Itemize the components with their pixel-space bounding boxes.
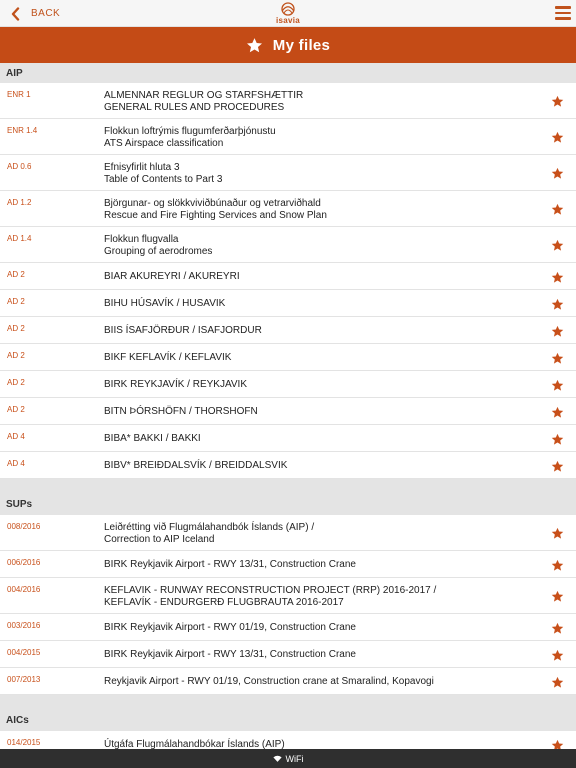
file-row[interactable] bbox=[0, 398, 576, 425]
file-row[interactable] bbox=[0, 344, 576, 371]
file-titles bbox=[104, 406, 536, 418]
file-titles bbox=[104, 379, 536, 391]
file-title-primary: Flokkun flugvalla bbox=[104, 234, 179, 245]
file-row[interactable] bbox=[0, 614, 576, 641]
files-list[interactable] bbox=[0, 63, 576, 749]
favorite-star-icon[interactable] bbox=[551, 460, 564, 473]
file-titles bbox=[104, 676, 536, 688]
file-titles bbox=[104, 739, 536, 749]
file-code: 004/2015 bbox=[7, 648, 41, 657]
file-title-secondary: KEFLAVÍK - ENDURGERÐ FLUGBRAUTA 2016-2017 bbox=[104, 597, 344, 608]
file-row[interactable] bbox=[0, 668, 576, 695]
file-titles bbox=[104, 352, 536, 364]
file-title-primary: BIRK REYKJAVÍK / REYKJAVIK bbox=[104, 379, 248, 390]
favorite-star-icon[interactable] bbox=[551, 559, 564, 572]
file-title-primary: BIBV* BREIÐDALSVÍK / BREIDDALSVIK bbox=[104, 460, 288, 471]
file-code: 004/2016 bbox=[7, 585, 41, 594]
status-label: WiFi bbox=[285, 753, 304, 764]
favorite-star-icon[interactable] bbox=[551, 95, 564, 108]
file-row[interactable] bbox=[0, 317, 576, 344]
page-title-bar bbox=[0, 27, 576, 63]
file-title-primary: BIBA* BAKKI / BAKKI bbox=[104, 433, 201, 444]
isavia-logo-icon bbox=[271, 2, 305, 17]
favorite-star-icon[interactable] bbox=[551, 271, 564, 284]
favorite-star-icon[interactable] bbox=[551, 622, 564, 635]
file-code: 006/2016 bbox=[7, 558, 41, 567]
file-titles bbox=[104, 460, 536, 472]
isavia-logo bbox=[271, 2, 305, 26]
file-code: 003/2016 bbox=[7, 621, 41, 630]
favorite-star-icon[interactable] bbox=[551, 590, 564, 603]
file-title-primary: BIHU HÚSAVÍK / HUSAVIK bbox=[104, 298, 226, 309]
favorite-star-icon[interactable] bbox=[551, 352, 564, 365]
favorite-star-icon[interactable] bbox=[551, 739, 564, 749]
top-navigation-bar bbox=[0, 0, 576, 27]
file-code: AD 4 bbox=[7, 432, 25, 441]
favorite-star-icon[interactable] bbox=[551, 527, 564, 540]
file-code: AD 0.6 bbox=[7, 162, 32, 171]
wifi-icon bbox=[273, 755, 282, 762]
back-label: BACK bbox=[31, 8, 61, 19]
file-title-primary: Leiðrétting við Flugmálahandbók Íslands (AIP) / bbox=[104, 522, 315, 533]
file-title-primary: Björgunar- og slökkviviðbúnaður og vetrarviðhald bbox=[104, 198, 321, 209]
file-title-secondary: Grouping of aerodromes bbox=[104, 246, 213, 257]
file-title-primary: Útgáfa Flugmálahandbókar Íslands (AIP) bbox=[104, 739, 285, 749]
file-titles bbox=[104, 559, 536, 571]
status-bar bbox=[0, 749, 576, 768]
file-row[interactable] bbox=[0, 578, 576, 614]
file-titles bbox=[104, 271, 536, 283]
file-title-secondary: ATS Airspace classification bbox=[104, 138, 224, 149]
file-code: AD 2 bbox=[7, 405, 25, 414]
file-titles bbox=[104, 585, 536, 609]
file-titles bbox=[104, 162, 536, 186]
file-row[interactable] bbox=[0, 119, 576, 155]
file-row[interactable] bbox=[0, 263, 576, 290]
file-title-primary: KEFLAVIK - RUNWAY RECONSTRUCTION PROJECT (RRP) 2016-2017 / bbox=[104, 585, 437, 596]
favorite-star-icon[interactable] bbox=[551, 239, 564, 252]
file-title-primary: ALMENNAR REGLUR OG STARFSHÆTTIR bbox=[104, 90, 304, 101]
file-row[interactable] bbox=[0, 515, 576, 551]
favorite-star-icon[interactable] bbox=[551, 131, 564, 144]
file-title-primary: Efnisyfirlit hluta 3 bbox=[104, 162, 180, 173]
hamburger-menu-button[interactable] bbox=[555, 5, 571, 21]
favorite-star-icon[interactable] bbox=[551, 203, 564, 216]
section-header: AICs bbox=[0, 695, 576, 731]
section-header: SUPs bbox=[0, 479, 576, 515]
file-title-secondary: Rescue and Fire Fighting Services and Snow Plan bbox=[104, 210, 327, 221]
file-row[interactable] bbox=[0, 155, 576, 191]
file-title-primary: BIRK Reykjavik Airport - RWY 01/19, Construction Crane bbox=[104, 622, 356, 633]
file-code: ENR 1.4 bbox=[7, 126, 38, 135]
file-titles bbox=[104, 433, 536, 445]
file-title-primary: BIAR AKUREYRI / AKUREYRI bbox=[104, 271, 240, 282]
file-titles bbox=[104, 522, 536, 546]
file-title-secondary: Table of Contents to Part 3 bbox=[104, 174, 223, 185]
file-row[interactable] bbox=[0, 731, 576, 749]
file-title-primary: BIIS ÍSAFJÖRÐUR / ISAFJORDUR bbox=[104, 325, 262, 336]
file-row[interactable] bbox=[0, 83, 576, 119]
favorite-star-icon[interactable] bbox=[551, 325, 564, 338]
file-titles bbox=[104, 90, 536, 114]
file-title-primary: Reykjavik Airport - RWY 01/19, Construction crane at Smaralind, Kopavogi bbox=[104, 676, 434, 687]
favorite-star-icon[interactable] bbox=[551, 676, 564, 689]
favorite-star-icon[interactable] bbox=[551, 379, 564, 392]
logo-text: isavia bbox=[275, 16, 301, 25]
file-title-primary: BIRK Reykjavik Airport - RWY 13/31, Construction Crane bbox=[104, 649, 356, 660]
file-code: AD 4 bbox=[7, 459, 25, 468]
file-row[interactable] bbox=[0, 425, 576, 452]
favorite-star-icon[interactable] bbox=[551, 298, 564, 311]
section-header: AIP bbox=[0, 63, 576, 83]
file-code: AD 2 bbox=[7, 324, 25, 333]
file-code: 008/2016 bbox=[7, 522, 41, 531]
file-titles bbox=[104, 622, 536, 634]
file-row[interactable] bbox=[0, 551, 576, 578]
favorite-star-icon[interactable] bbox=[551, 406, 564, 419]
file-title-secondary: Correction to AIP Iceland bbox=[104, 534, 215, 545]
page-title: My files bbox=[272, 36, 331, 54]
file-title-primary: BIRK Reykjavik Airport - RWY 13/31, Construction Crane bbox=[104, 559, 356, 570]
file-row[interactable] bbox=[0, 290, 576, 317]
file-title-secondary: GENERAL RULES AND PROCEDURES bbox=[104, 102, 285, 113]
file-code: ENR 1 bbox=[7, 90, 31, 99]
favorite-star-icon[interactable] bbox=[551, 433, 564, 446]
favorite-star-icon[interactable] bbox=[551, 649, 564, 662]
chevron-left-icon bbox=[10, 7, 21, 21]
file-title-primary: Flokkun loftrýmis flugumferðarþjónustu bbox=[104, 126, 276, 137]
file-code: AD 2 bbox=[7, 378, 25, 387]
file-titles bbox=[104, 234, 536, 258]
file-code: 014/2015 bbox=[7, 738, 41, 747]
file-code: AD 2 bbox=[7, 351, 25, 360]
file-row[interactable] bbox=[0, 371, 576, 398]
file-titles bbox=[104, 126, 536, 150]
file-title-primary: BITN ÞÓRSHÖFN / THORSHOFN bbox=[104, 406, 258, 417]
file-titles bbox=[104, 649, 536, 661]
file-code: AD 1.2 bbox=[7, 198, 32, 207]
favorite-star-icon[interactable] bbox=[551, 167, 564, 180]
file-row[interactable] bbox=[0, 227, 576, 263]
file-title-primary: BIKF KEFLAVÍK / KEFLAVIK bbox=[104, 352, 232, 363]
star-icon bbox=[246, 37, 263, 54]
file-row[interactable] bbox=[0, 191, 576, 227]
file-code: AD 1.4 bbox=[7, 234, 32, 243]
file-code: AD 2 bbox=[7, 297, 25, 306]
file-titles bbox=[104, 298, 536, 310]
file-row[interactable] bbox=[0, 641, 576, 668]
file-row[interactable] bbox=[0, 452, 576, 479]
back-button[interactable] bbox=[10, 4, 60, 23]
file-code: 007/2013 bbox=[7, 675, 41, 684]
file-titles bbox=[104, 325, 536, 337]
file-code: AD 2 bbox=[7, 270, 25, 279]
file-titles bbox=[104, 198, 536, 222]
